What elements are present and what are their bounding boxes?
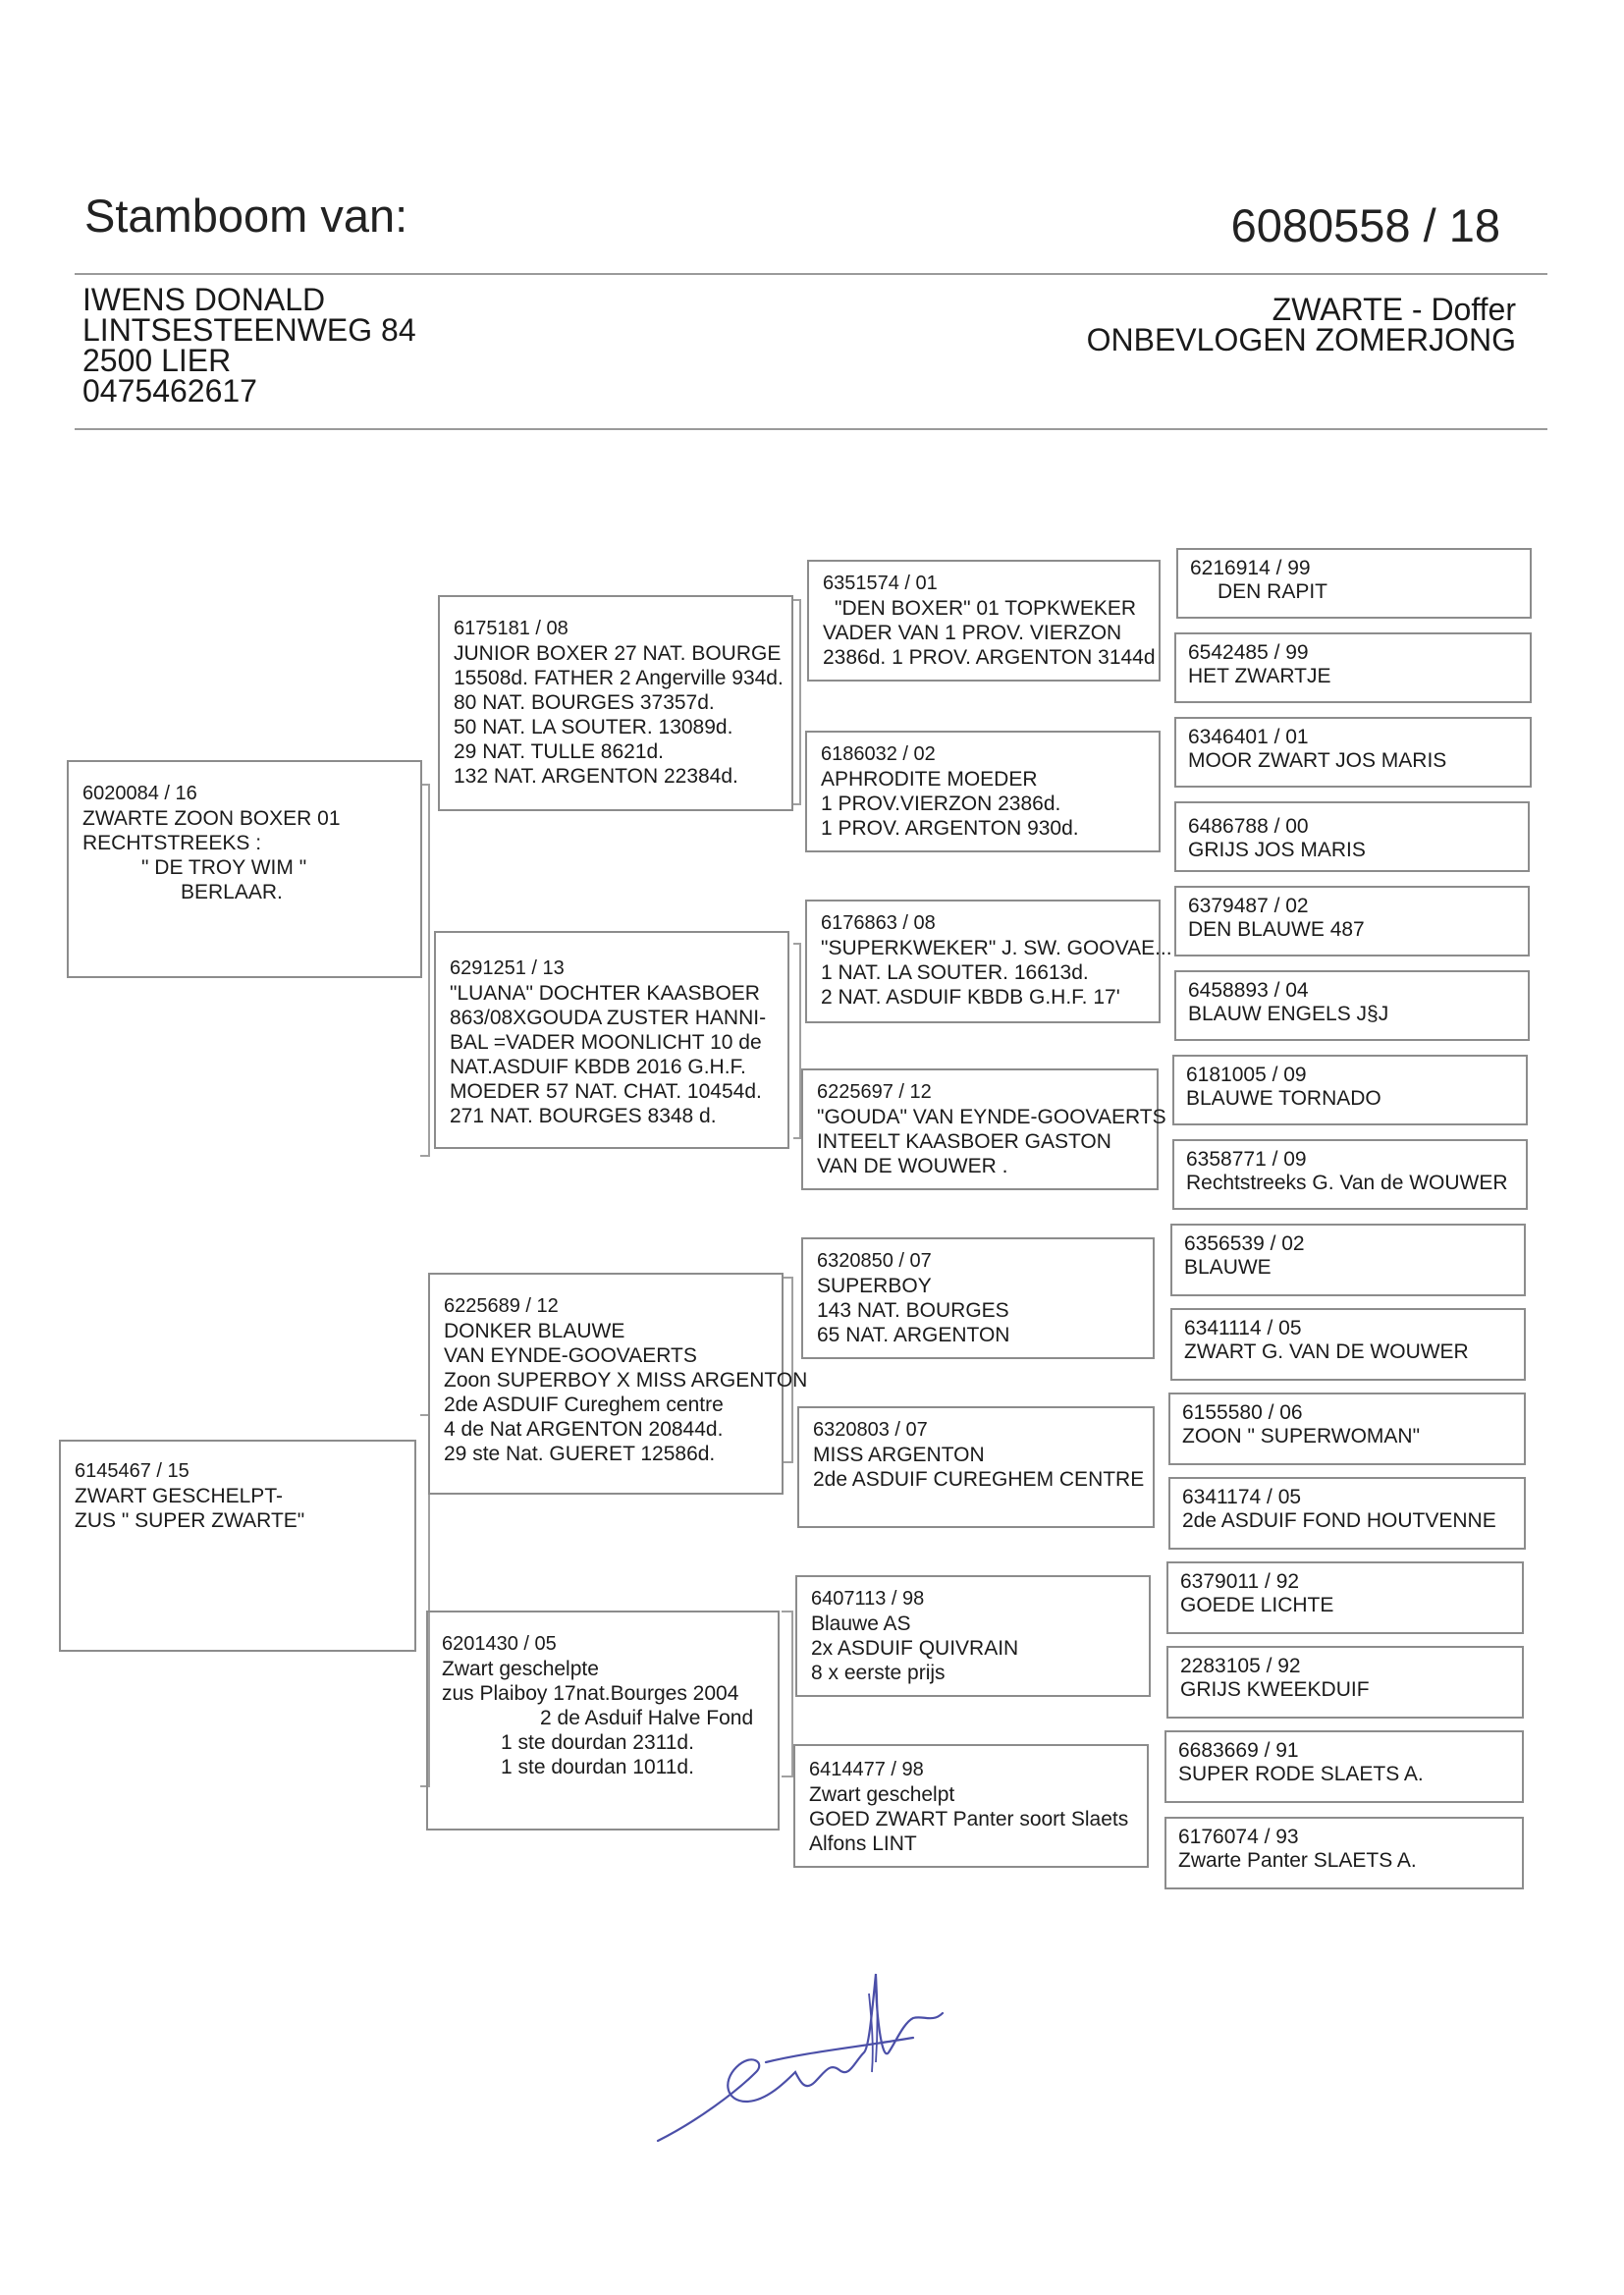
pedigree-line: VAN EYNDE-GOOVAERTS (444, 1344, 697, 1367)
gen4-card (1176, 548, 1532, 619)
pedigree-line: 29 ste Nat. GUERET 12586d. (444, 1443, 716, 1465)
pedigree-ring-number: 6145467 / 15 (75, 1460, 189, 1482)
pedigree-line: BLAUWE (1184, 1256, 1272, 1279)
pedigree-line: BLAUWE TORNADO (1186, 1087, 1381, 1110)
gen4-card (1168, 1393, 1526, 1465)
pedigree-line: APHRODITE MOEDER (821, 768, 1038, 791)
pedigree-line: "SUPERKWEKER" J. SW. GOOVAE... (821, 937, 1172, 959)
pedigree-line: JUNIOR BOXER 27 NAT. BOURGE (454, 642, 782, 665)
owner-city: 2500 LIER (82, 343, 232, 378)
pedigree-line: Alfons LINT (809, 1832, 917, 1855)
great-grandparent-card (795, 1575, 1151, 1697)
pedigree-ring-number: 6542485 / 99 (1188, 641, 1309, 664)
signature (619, 1954, 972, 2170)
header-divider-top (75, 273, 1547, 275)
pedigree-line: BERLAAR. (181, 881, 283, 903)
pedigree-ring-number: 6181005 / 09 (1186, 1064, 1307, 1086)
pedigree-ring-number: 6201430 / 05 (442, 1633, 557, 1655)
pedigree-ring-number: 6341174 / 05 (1182, 1486, 1302, 1508)
pedigree-line: 1 ste dourdan 1011d. (501, 1756, 694, 1778)
pedigree-ring-number: 6356539 / 02 (1184, 1232, 1305, 1255)
pedigree-ring-number: 6186032 / 02 (821, 743, 936, 765)
gen4-card (1170, 1308, 1526, 1381)
pedigree-line: 2de ASDUIF CUREGHEM CENTRE (813, 1468, 1145, 1491)
pedigree-ring-number: 6175181 / 08 (454, 618, 568, 639)
pedigree-line: MOOR ZWART JOS MARIS (1188, 749, 1447, 772)
pedigree-line: ZUS " SUPER ZWARTE" (75, 1509, 305, 1532)
grandparent-card (438, 595, 793, 811)
pedigree-line: "LUANA" DOCHTER KAASBOER (450, 982, 760, 1005)
gen4-card (1166, 1646, 1524, 1719)
grandparent-card (428, 1273, 808, 1495)
owner-block (82, 282, 416, 409)
pedigree-ring-number: 6020084 / 16 (82, 783, 197, 804)
pedigree-line: "GOUDA" VAN EYNDE-GOOVAERTS (817, 1106, 1166, 1128)
pedigree-line: DONKER BLAUWE (444, 1320, 625, 1342)
owner-name: IWENS DONALD (82, 282, 326, 317)
pedigree-line: 8 x eerste prijs (811, 1662, 946, 1684)
gen4-card (1174, 801, 1530, 872)
great-grandparent-card (793, 1744, 1149, 1868)
pedigree-line: 4 de Nat ARGENTON 20844d. (444, 1418, 724, 1441)
dam-card (59, 1440, 416, 1652)
pedigree-line: 80 NAT. BOURGES 37357d. (454, 691, 715, 714)
gen4-card (1174, 632, 1532, 703)
pedigree-ring-number: 6379487 / 02 (1188, 895, 1309, 917)
pedigree-line: MISS ARGENTON (813, 1444, 985, 1466)
pedigree-line: 15508d. FATHER 2 Angerville 934d. (454, 667, 784, 689)
pigeon-color-sex: ZWARTE - Doffer (1272, 292, 1516, 327)
pedigree-line: 2de ASDUIF Cureghem centre (444, 1393, 724, 1416)
pedigree-line: NAT.ASDUIF KBDB 2016 G.H.F. (450, 1056, 746, 1078)
owner-street: LINTSESTEENWEG 84 (82, 312, 416, 348)
pedigree-line: BAL =VADER MOONLICHT 10 de (450, 1031, 762, 1054)
pedigree-ring-number: 6358771 / 09 (1186, 1148, 1307, 1171)
pedigree-line: ZWARTE ZOON BOXER 01 (82, 807, 341, 830)
pedigree-line: 2386d. 1 PROV. ARGENTON 3144d (823, 646, 1156, 669)
owner-phone: 0475462617 (82, 373, 257, 409)
great-grandparent-card (797, 1406, 1155, 1528)
gen4-card (1164, 1817, 1524, 1889)
gen4-card (1164, 1730, 1524, 1803)
pedigree-line: 1 ste dourdan 2311d. (501, 1731, 694, 1754)
pedigree-line: 2x ASDUIF QUIVRAIN (811, 1637, 1019, 1660)
pedigree-line: "DEN BOXER" 01 TOPKWEKER (835, 597, 1137, 620)
great-grandparent-card (801, 1237, 1155, 1359)
pedigree-line: 65 NAT. ARGENTON (817, 1324, 1010, 1346)
pedigree-line: DEN BLAUWE 487 (1188, 918, 1365, 941)
pedigree-line: 1 PROV.VIERZON 2386d. (821, 792, 1061, 815)
pedigree-line: 2de ASDUIF FOND HOUTVENNE (1182, 1509, 1496, 1532)
pedigree-line: ZWART G. VAN DE WOUWER (1184, 1340, 1469, 1363)
pedigree-ring-number: 6379011 / 92 (1180, 1570, 1300, 1593)
pedigree-line: VADER VAN 1 PROV. VIERZON (823, 622, 1122, 644)
sire-card (67, 760, 422, 978)
pedigree-ring-number: 6341114 / 05 (1184, 1317, 1302, 1339)
pedigree-line: 143 NAT. BOURGES (817, 1299, 1009, 1322)
gen4-card (1172, 1139, 1528, 1210)
pedigree-line: 1 PROV. ARGENTON 930d. (821, 817, 1079, 840)
pedigree-line: 863/08XGOUDA ZUSTER HANNI- (450, 1007, 767, 1029)
pedigree-ring-number: 6407113 / 98 (811, 1588, 925, 1610)
pedigree-ring-number: 6291251 / 13 (450, 957, 565, 979)
gen4-card (1174, 717, 1532, 788)
pedigree-line: INTEELT KAASBOER GASTON (817, 1130, 1111, 1153)
pedigree-line: Zoon SUPERBOY X MISS ARGENTON (444, 1369, 808, 1392)
pedigree-ring-number: 6225689 / 12 (444, 1295, 559, 1317)
pedigree-line: 271 NAT. BOURGES 8348 d. (450, 1105, 717, 1127)
pedigree-line: HET ZWARTJE (1188, 665, 1331, 687)
pedigree-line: ZOON " SUPERWOMAN" (1182, 1425, 1421, 1448)
pedigree-line: GOEDE LICHTE (1180, 1594, 1334, 1616)
pedigree-line: MOEDER 57 NAT. CHAT. 10454d. (450, 1080, 762, 1103)
pedigree-line: GRIJS JOS MARIS (1188, 839, 1366, 861)
gen4-card (1174, 886, 1530, 956)
pedigree-line: 2 NAT. ASDUIF KBDB G.H.F. 17' (821, 986, 1120, 1009)
great-grandparent-card (805, 731, 1161, 852)
pedigree-ring-number: 6176074 / 93 (1178, 1826, 1299, 1848)
bracket-line (782, 1611, 793, 1777)
pedigree-ring-number: 6458893 / 04 (1188, 979, 1309, 1002)
pedigree-ring-number: 6176863 / 08 (821, 912, 936, 934)
pedigree-line: 2 de Asduif Halve Fond (540, 1707, 754, 1729)
pedigree-ring-number: 6216914 / 99 (1190, 557, 1311, 579)
header-divider-bottom (75, 428, 1547, 430)
pedigree-line: DEN RAPIT (1218, 580, 1328, 603)
pedigree-line: 50 NAT. LA SOUTER. 13089d. (454, 716, 733, 738)
pedigree-line: Rechtstreeks G. Van de WOUWER (1186, 1172, 1508, 1194)
pedigree-ring-number: 6414477 / 98 (809, 1759, 924, 1780)
pedigree-ring-number: 2283105 / 92 (1180, 1655, 1301, 1677)
pedigree-line: ZWART GESCHELPT- (75, 1485, 283, 1507)
pedigree-line: SUPER RODE SLAETS A. (1178, 1763, 1424, 1785)
bracket-line (793, 943, 801, 1139)
great-grandparent-card (805, 900, 1172, 1023)
pedigree-line: RECHTSTREEKS : (82, 832, 262, 854)
pedigree-ring-number: 6346401 / 01 (1188, 726, 1309, 748)
pedigree-ring-number: 6683669 / 91 (1178, 1739, 1299, 1762)
pigeon-info (829, 292, 1516, 357)
pedigree-line: " DE TROY WIM " (141, 856, 307, 879)
grandparent-card (426, 1611, 780, 1831)
pedigree-line: 132 NAT. ARGENTON 22384d. (454, 765, 738, 788)
gen4-card (1172, 1055, 1528, 1125)
pedigree-line: Zwart geschelpt (809, 1783, 955, 1806)
gen4-card (1170, 1224, 1526, 1296)
pedigree-line: Zwart geschelpte (442, 1658, 599, 1680)
pedigree-line: VAN DE WOUWER . (817, 1155, 1008, 1177)
pedigree-line: zus Plaiboy 17nat.Bourges 2004 (442, 1682, 739, 1705)
pigeon-status: ONBEVLOGEN ZOMERJONG (1086, 322, 1516, 357)
pedigree-ring-number: 6225697 / 12 (817, 1081, 932, 1103)
page-title: Stamboom van: (84, 190, 408, 242)
pedigree-line: SUPERBOY (817, 1275, 932, 1297)
pedigree-ring-number: 6486788 / 00 (1188, 815, 1309, 838)
pedigree-line: GRIJS KWEEKDUIF (1180, 1678, 1370, 1701)
pedigree-ring-number: 6155580 / 06 (1182, 1401, 1303, 1424)
great-grandparent-card (801, 1068, 1166, 1190)
pedigree-line: BLAUW ENGELS J§J (1188, 1003, 1389, 1025)
pedigree-line: 29 NAT. TULLE 8621d. (454, 740, 665, 763)
pedigree-line: Zwarte Panter SLAETS A. (1178, 1849, 1417, 1872)
pedigree-line: 1 NAT. LA SOUTER. 16613d. (821, 961, 1089, 984)
pedigree-line: Blauwe AS (811, 1612, 911, 1635)
pedigree-ring-number: 6351574 / 01 (823, 573, 938, 594)
pedigree-ring-number: 6320803 / 07 (813, 1419, 928, 1441)
gen4-card (1168, 1477, 1526, 1550)
gen4-card (1166, 1561, 1524, 1634)
great-grandparent-card (807, 560, 1161, 682)
gen4-card (1174, 970, 1530, 1041)
grandparent-card (434, 931, 789, 1149)
pedigree-line: GOED ZWART Panter soort Slaets (809, 1808, 1129, 1831)
pedigree-ring-number: 6320850 / 07 (817, 1250, 932, 1272)
ring-number: 6080558 / 18 (1230, 199, 1500, 251)
bracket-line (793, 599, 801, 805)
